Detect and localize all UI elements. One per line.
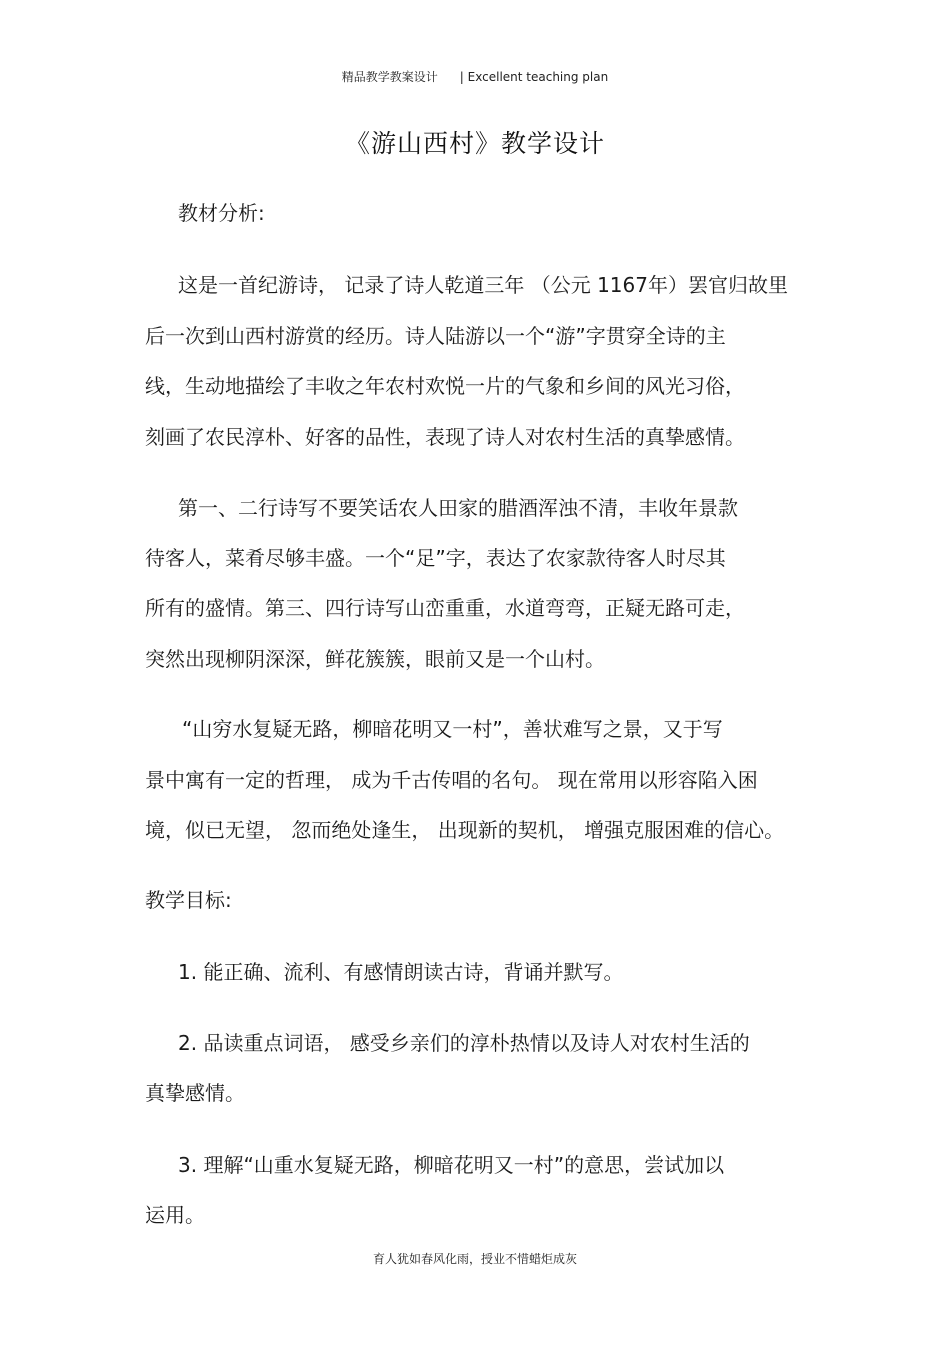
paragraph-line: 线，生动地描绘了丰收之年农村欢悦一片的气象和乡间的风光习俗， — [145, 374, 745, 398]
paragraph-line: 所有的盛情。第三、四行诗写山峦重重，水道弯弯，正疑无路可走， — [145, 596, 745, 620]
goal-item-continuation: 真挚感情。 — [145, 1081, 245, 1105]
document-title: 《游山西村》教学设计 — [344, 129, 605, 158]
page-header — [0, 68, 950, 85]
goal-item-continuation: 运用。 — [145, 1203, 205, 1227]
paragraph-line: “山穷水复疑无路，柳暗花明又一村”，善状难写之景，又于写 — [182, 717, 723, 741]
goal-item: 3. 理解“山重水复疑无路，柳暗花明又一村”的意思，尝试加以 — [178, 1153, 725, 1177]
section-heading-material-analysis: 教材分析: — [178, 201, 265, 225]
section-heading-teaching-goals: 教学目标: — [145, 888, 232, 912]
goal-item: 2. 品读重点词语， 感受乡亲们的淳朴热情以及诗人对农村生活的 — [178, 1031, 750, 1055]
paragraph-line: 突然出现柳阴深深，鲜花簇簇，眼前又是一个山村。 — [145, 647, 605, 671]
paragraph-line: 景中寓有一定的哲理， 成为千古传唱的名句。 现在常用以形容陷入困 — [145, 768, 758, 792]
paragraph-line: 第一、二行诗写不要笑话农人田家的腊酒浑浊不清，丰收年景款 — [178, 496, 738, 520]
paragraph-line: 后一次到山西村游赏的经历。诗人陆游以一个“游”字贯穿全诗的主 — [145, 324, 726, 348]
goal-item: 1. 能正确、流利、有感情朗读古诗，背诵并默写。 — [178, 960, 624, 984]
header-right-text: | Excellent teaching plan — [459, 70, 609, 84]
paragraph-line: 刻画了农民淳朴、好客的品性，表现了诗人对农村生活的真挚感情。 — [145, 425, 745, 449]
header-left-text: 精品教学教案设计 — [341, 70, 438, 84]
paragraph-line: 待客人，菜肴尽够丰盛。一个“足”字，表达了农家款待客人时尽其 — [145, 546, 726, 570]
paragraph-line: 这是一首纪游诗， 记录了诗人乾道三年 （公元 1167年）罢官归故里 — [178, 273, 788, 297]
paragraph-line: 境，似已无望， 忽而绝处逢生， 出现新的契机， 增强克服困难的信心。 — [145, 818, 785, 842]
page-footer: 育人犹如春风化雨，授业不惜蜡炬成灰 — [372, 1252, 577, 1266]
